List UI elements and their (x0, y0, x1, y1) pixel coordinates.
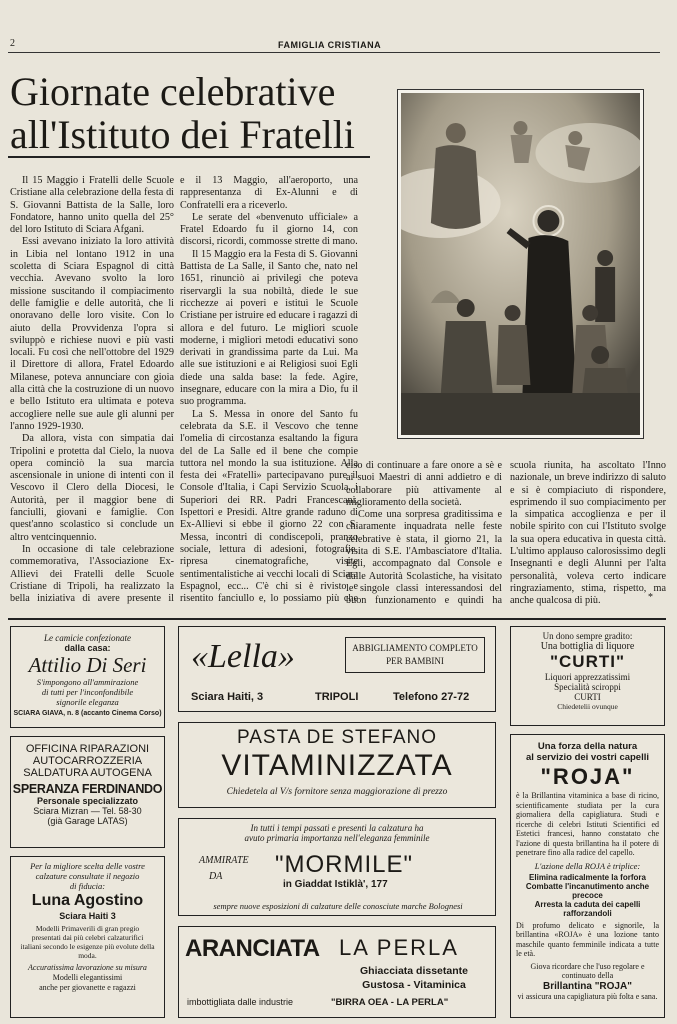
ad-text: Combatte l'incanutimento anche precoce (525, 881, 650, 900)
ad-phone: Telefono 27-72 (393, 691, 470, 703)
ad-text: Per la migliore scelta delle vostre (30, 861, 145, 871)
ad-text: DA (209, 871, 223, 882)
article-headline (10, 70, 370, 156)
ad-luna-agostino (10, 856, 165, 1018)
paragraph: Il 15 Maggio i Fratelli delle Scuole Cristiane alla celebrazione della festa di S. Giovanni Battista de la Salle, loro Fondatore, hanno unito quella del 25° del loro Istituto di Sciara Afgani. (10, 175, 174, 236)
saint-painting-photo (398, 90, 643, 438)
ad-text: CURTI (574, 692, 601, 702)
article-column-1 (10, 175, 174, 605)
ad-text: avuto primaria importanza nell'eleganza femminile (244, 833, 430, 843)
ad-text: In tutti i tempi passati e presenti la calzatura ha (250, 823, 424, 833)
ad-brand: SPERANZA FERDINANDO (12, 782, 163, 796)
ad-text: Personale specializzato (36, 796, 139, 806)
ad-brand: ARANCIATA (185, 935, 320, 962)
headline-rule (8, 156, 370, 158)
ad-text: L'azione della ROJA è triplice: (534, 860, 641, 871)
ad-text: Chiedetelii ovunque (557, 702, 618, 711)
ad-text: anche per giovanette e ragazzi (39, 983, 136, 992)
ad-aranciata-la-perla (178, 926, 496, 1018)
ads-separator (8, 618, 666, 620)
ad-text: Di profumo delicato e signorile, la brillantina «ROJA» è una lozione tanto maschile quanto femminile indicata a tutte le età. (516, 920, 659, 958)
article-column-4 (510, 460, 666, 606)
ad-attilio-di-seri (10, 626, 165, 728)
ad-text: imbottigliata dalle industrie (187, 997, 294, 1007)
ad-address: Sciara Haiti, 3 (191, 691, 264, 703)
paragraph: Il 15 Maggio era la Festa di S. Giovanni Battista de La Salle, il Santo che, nato nel 1651, rinunciò ai privilegi che poteva riservargli la sua nobiltà, diede le sue ricchezze ai poveri e istituì le Scuole Cristiane per istruire ed educare i ragazzi di allora e del futuro. Le migliori scuole moderne, i migliori metodi educativi sono derivati in grandissima parte da Lui. Ma alle sue istituzioni e ai Religiosi suoi Egli diede una salda base: la fede. Agire, insegnare, educare con la mira a Dio, fu il suo programma. (180, 248, 358, 408)
paragraph: Le serate del «benvenuto ufficiale» a Fratel Edoardo fu il giorno 14, con discorsi, ricordi, commosse strette di mano. (180, 211, 358, 248)
ad-brand: "ROJA" (540, 764, 635, 789)
ad-text: AMMIRATE (199, 855, 249, 866)
ad-text: calzature consultate il negozio (35, 871, 140, 881)
ad-text: Le camicie confezionate (44, 633, 131, 643)
paragraph: In occasione di tale celebrazione commemorativa, l'Associazione Ex-Allievi dei Fratelli delle Scuole Cristiane di Tripoli, ha realizzato la bella iniziativa di avere presente il (10, 543, 174, 605)
paragraph: Come una sorpresa graditissima e chiaramente inquadrata nelle feste celebrative è stata, il giorno 21, la visita di S.E. l'Ambasciatore d'Italia. Egli, accompagnato dal Console e dalle Autorità Scolastiche, ha visitato le singole classi interessandosi del buon funzionamento e quindi ha (346, 509, 502, 606)
ad-lella (178, 626, 496, 712)
ad-address: in Giaddat Istiklà', 177 (283, 879, 388, 890)
ad-curti (510, 626, 665, 726)
end-mark: * (648, 592, 653, 603)
ad-text: è la Brillantina vitaminica a base di ricino, scientificamente studiata per la cura giornaliera della capigliatura. Studi e ricerche di celebri Istituti Scientifici ed Estetici francesi, hanno constatato che l'azione di questa brillantina ha il potere di penetrare fino alla radice del capello. (516, 791, 659, 857)
ad-brand: VITAMINIZZATA (221, 749, 453, 782)
ad-text: Una bottiglia di liquore (540, 641, 635, 652)
ad-text: PER BAMBINI (386, 656, 444, 666)
paragraph: La S. Messa in onore del Santo fu celebrata da S.E. il Vescovo che tenne l'omelia di circostanza esaltando la figura del de La Salle ed il bene che compie tuttora nel mondo la sua istituzione. Alla festa dei «Fratelli» partecipavano pure il Console d'Italia, i Capi Servizio Scuola, i Superiori dei RR. Padri Francescani, Ispettori e Presidi. Altre grande raduno di Ex-Allievi si ebbe il giorno 22 con S. Messa, incontri di condiscepoli, pranzo sociale, lettura di adesioni, fotografie, ripresa cinematografiche, visite sentimentalistiche ai vecchi locali di Sciara Espagnol, ecc... C'è chi si è rivisto e risentito fanciullo e, lo possiamo più che (180, 408, 358, 605)
ad-brand: Luna Agostino (31, 892, 144, 909)
ad-text: SALDATURA AUTOGENA (23, 767, 152, 779)
ad-text: AUTOCARROZZERIA (32, 755, 143, 767)
headline-line-2: all'Istituto dei Fratelli (10, 112, 355, 157)
header-rule (8, 52, 660, 53)
ad-text: Chiedetela al V/s fornitore senza maggiorazione di prezzo (226, 787, 448, 797)
paragraph: ciso di continuare a fare onore a sè e ai suoi Maestri di anni addietro e di collaborare più attivamente al miglioramento della società. (346, 460, 502, 508)
ad-text: Liquori apprezzatissimi (544, 672, 631, 682)
ad-brand: "MORMILE" (275, 851, 414, 878)
ad-text: Sciara Mizran — Tel. 58-30 (33, 806, 142, 816)
headline-line-1: Giornate celebrative (10, 69, 336, 114)
ad-text: Ghiacciata dissetante (360, 965, 468, 977)
ad-text: di fiducia: (69, 881, 106, 891)
ad-text: dalla casa: (64, 643, 111, 653)
ad-address: Sciara Haiti 3 (59, 911, 116, 921)
ad-brand: Attilio Di Seri (28, 653, 147, 677)
ad-box (345, 637, 485, 673)
ad-brand: "CURTI" (549, 652, 626, 671)
ad-text: Gustosa - Vitaminica (362, 979, 466, 991)
ad-brand: LA PERLA (339, 935, 459, 960)
ad-text: ABBIGLIAMENTO COMPLETO (352, 643, 478, 653)
ad-text: sempre nuove esposizioni di calzature delle conosciute marche Bolognesi (213, 901, 463, 911)
paragraph: Da allora, vista con simpatia dai Tripolini e protetta dal Cielo, la nuova opera cominciò la sua marcia ascensionale in unione di intenti con il Vescovo il Clero della Diocesi, le Autorità, per il maggior bene di fanciulli, giovani e famiglie. Con quest'anno scolastico si conclude un altro ventcinquennio. (10, 433, 174, 543)
ad-mormile (178, 818, 496, 916)
ad-text: Elimina radicalmente la forfora (529, 872, 646, 882)
ad-text: Giova ricordare che l'uso regolare e continuato della (530, 961, 645, 980)
ad-text: OFFICINA RIPARAZIONI (25, 743, 150, 755)
magazine-title: FAMIGLIA CRISTIANA (278, 40, 382, 50)
ad-text: italiani secondo le esigenze più evolute della moda. (20, 942, 155, 960)
ad-text: al servizio dei vostri capelli (525, 752, 650, 763)
ad-address: SCIARA GIAVA, n. 8 (accanto Cinema Corso) (13, 710, 162, 717)
ad-text: Modelli elegantissimi (52, 973, 123, 982)
paragraph: e il 13 Maggio, all'aeroporto, una rappresentanza di Ex-Alunni e di Confratelli era a riceverlo. (180, 175, 358, 211)
ad-brand: «Lella» (191, 638, 295, 675)
ad-roja (510, 734, 665, 1018)
ad-text: signorile eleganza (56, 697, 119, 707)
ad-text: "BIRRA OEA - LA PERLA" (331, 997, 449, 1008)
paragraph: Essi avevano iniziato la loro attività in Libia nel lontano 1912 in una scoletta di Sciara Espagnol di città vecchia. Avevano svolto la loro missione suscitando il compiacimento delle famiglie e delle autorità, che li onoravano delle loro visite. Con lo aiuto della Provvidenza l'opra si sviluppò e richiese nuovi e più vasti locali. Fu così che nell'ottobre del 1929 il Direttore di allora, Fratel Edoardo Milanese, poteva annunciare con gioia alla città che la costruzione di un nuovo e bello Istituto era ultimata e poteva accogliere nelle sue aule gli alunni per l'anno 1929-1930. (10, 236, 174, 432)
paragraph: scuola riunita, ha ascoltato l'Inno nazionale, un breve indirizzo di saluto e si è compiaciuto di rispondere, esprimendo il suo compiacimento per la simpatica accoglienza e per il nobile spirito con cui l'Istituto svolge la sua opera educativa in questa città. L'ultimo applauso calorosissimo degli Insegnanti e degli Alunni per l'alta personalità, voleva certo indicare ringraziamento, stima, rispetto, ma anche qualcosa di più. (510, 460, 666, 606)
ad-text: Brillantina "ROJA" (543, 980, 632, 992)
ad-text: Arresta la caduta dei capelli rafforzandoli (534, 899, 641, 918)
ad-text: S'impongono all'ammirazione (36, 677, 139, 687)
ad-text: Specialità sciroppi (554, 682, 621, 692)
ad-pasta-de-stefano (178, 722, 496, 808)
ad-text: (già Garage LATAS) (47, 816, 128, 826)
page-number: 2 (10, 38, 15, 49)
ad-text: Un dono sempre gradito: (542, 631, 633, 641)
article-column-2 (180, 175, 358, 605)
ad-text: Una forza della natura (537, 741, 638, 752)
ad-text: PASTA DE STEFANO (236, 727, 438, 748)
ad-city: TRIPOLI (315, 691, 359, 703)
ad-text: di tutti per l'inconfondibile (41, 687, 134, 697)
article-column-3 (346, 460, 502, 606)
painting-illustration (401, 93, 640, 435)
ad-text: Modelli Primaverili di gran pregio (35, 924, 140, 933)
ad-text: presentati dai più celebri calzaturifici (31, 933, 144, 942)
ad-text: vi assicura una capigliatura più folta e sana. (517, 991, 658, 1001)
ad-speranza-ferdinando (10, 736, 165, 848)
ad-text: Accuratissima lavorazione su misura (28, 963, 147, 972)
